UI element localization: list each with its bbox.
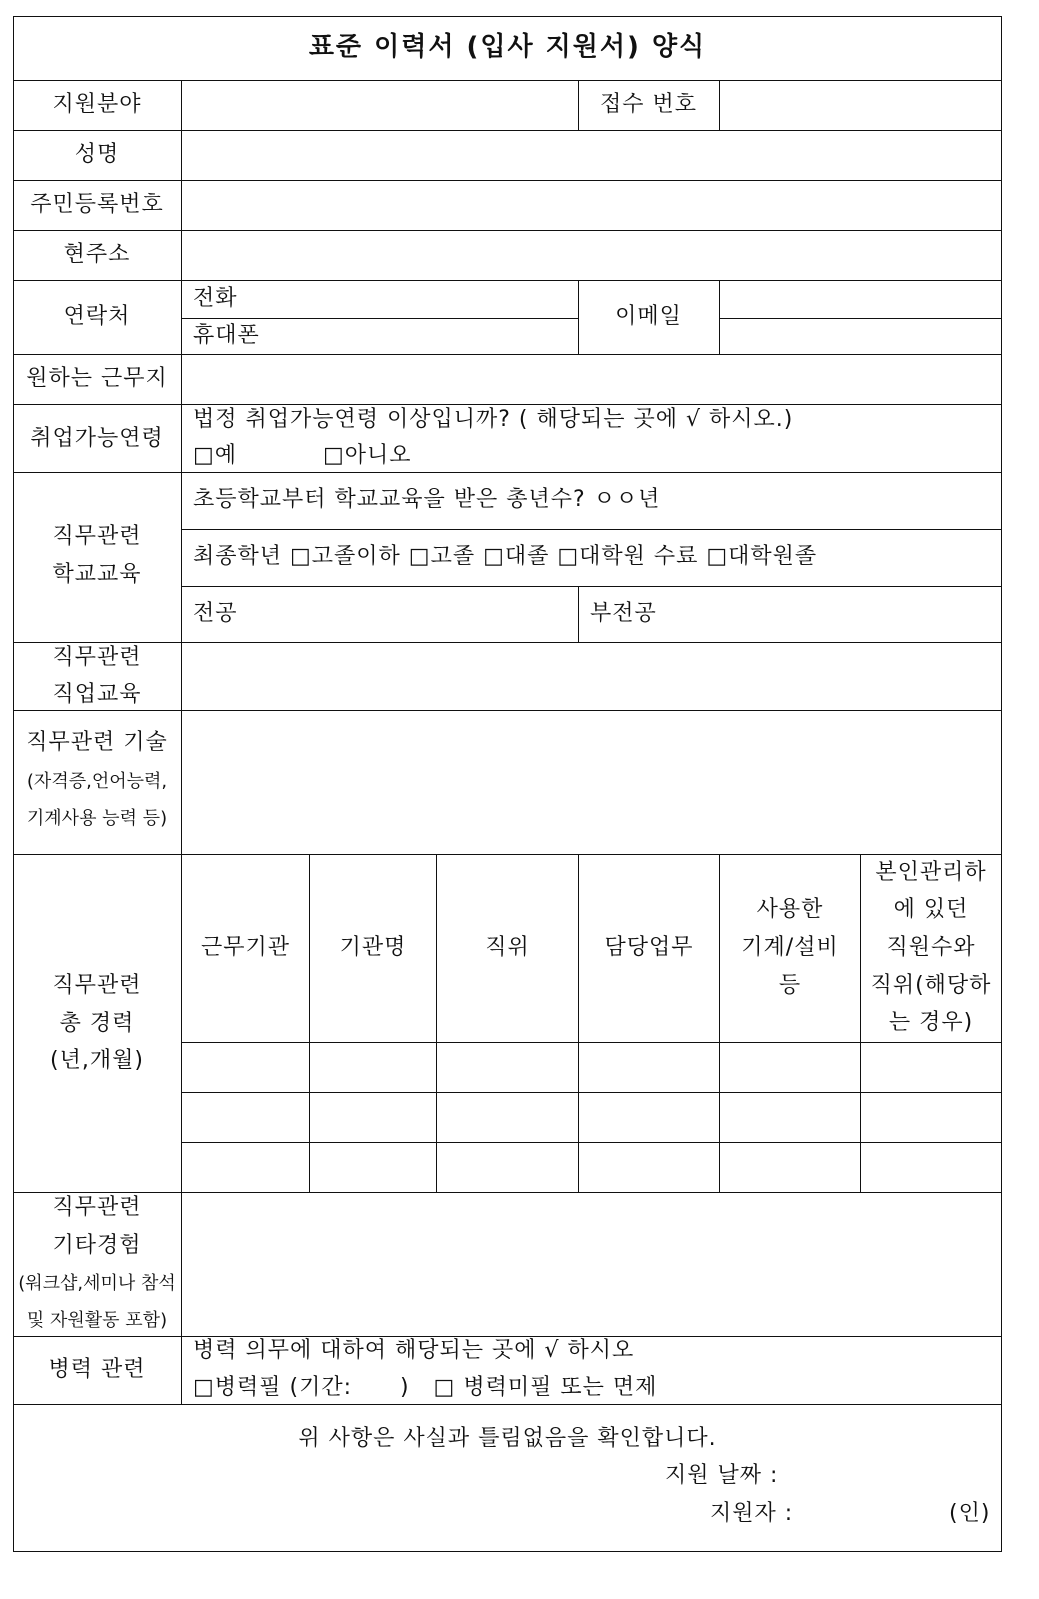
career-header-equipment-1: 사용한: [756, 897, 824, 922]
label-major: 전공: [193, 601, 238, 626]
label-voc-2: 직업교육: [52, 682, 142, 707]
label-name: 성명: [74, 142, 120, 167]
confirmation-statement: 위 사항은 사실과 틀림없음을 확인합니다.: [298, 1426, 717, 1451]
label-field: 지원분야: [52, 92, 142, 117]
minor-input[interactable]: [673, 587, 1001, 642]
row-line: [13, 854, 1002, 855]
career-header-agency-type: 근무기관: [200, 935, 290, 960]
field-input[interactable]: [182, 81, 578, 130]
career-header-staff-2: 에 있던: [893, 897, 969, 922]
label-minor: 부전공: [590, 601, 657, 626]
date-input[interactable]: [793, 1458, 993, 1492]
phone-input[interactable]: [253, 281, 578, 318]
military-options[interactable]: □병력필 (기간: ) □ 병력미필 또는 면제: [193, 1375, 658, 1400]
label-career-3: (년,개월): [50, 1048, 144, 1073]
row-line: [182, 529, 1002, 530]
military-question: 병력 의무에 대하여 해당되는 곳에 √ 하시오: [193, 1338, 635, 1363]
resume-form: [13, 16, 1002, 1552]
label-resident-no: 주민등록번호: [30, 192, 164, 217]
career-header-staff-3: 직원수와: [886, 935, 976, 960]
career-row-1[interactable]: [182, 1043, 1001, 1092]
receipt-no-input[interactable]: [720, 81, 1001, 130]
label-military: 병력 관련: [48, 1357, 146, 1382]
label-email: 이메일: [615, 304, 682, 329]
row-line: [719, 318, 1002, 319]
label-other-1: 직무관련: [52, 1195, 142, 1220]
label-skill-1: 직무관련 기술: [26, 730, 168, 755]
working-age-yes-checkbox[interactable]: □예: [193, 443, 238, 468]
seal-mark: (인): [949, 1501, 991, 1526]
label-voc-1: 직무관련: [52, 645, 142, 670]
name-input[interactable]: [182, 131, 1001, 180]
label-skill-2: (자격증,언어능력,: [26, 771, 168, 792]
career-header-staff-5: 는 경우): [888, 1010, 974, 1035]
career-row-2[interactable]: [182, 1093, 1001, 1142]
label-contact: 연락처: [63, 304, 131, 329]
career-header-equipment-2: 기계/설비: [741, 935, 839, 960]
working-age-no-checkbox[interactable]: □아니오: [323, 443, 412, 468]
label-edu-2: 학교교육: [52, 562, 142, 587]
label-phone: 전화: [193, 286, 238, 311]
career-header-duties: 담당업무: [604, 935, 694, 960]
applicant-input[interactable]: [813, 1496, 943, 1530]
email-input[interactable]: [720, 281, 1001, 318]
label-desired-location: 원하는 근무지: [26, 366, 168, 391]
row-line: [13, 1404, 1002, 1405]
row-line: [13, 472, 1002, 473]
major-input[interactable]: [253, 587, 578, 642]
label-other-2: 기타경험: [52, 1233, 142, 1258]
label-address: 현주소: [63, 242, 131, 267]
label-working-age: 취업가능연령: [30, 426, 164, 451]
label-skill-3: 기계사용 능력 등): [26, 808, 168, 829]
label-career-2: 총 경력: [59, 1011, 135, 1036]
working-age-question: 법정 취업가능연령 이상입니까? ( 해당되는 곳에 √ 하시오.): [193, 407, 794, 432]
career-header-staff-4: 직위(해당하: [870, 973, 992, 998]
address-input[interactable]: [182, 231, 1001, 280]
border-bottom: [13, 1551, 1002, 1552]
career-row-3[interactable]: [182, 1143, 1001, 1192]
label-career-1: 직무관련: [52, 973, 142, 998]
edu-years-question: 초등학교부터 학교교육을 받은 총년수? ㅇㅇ년: [193, 487, 661, 512]
career-header-equipment-3: 등: [778, 973, 802, 998]
mobile-input[interactable]: [273, 319, 578, 354]
form-title: 표준 이력서 (입사 지원서) 양식: [308, 32, 707, 62]
label-other-3: (워크샵,세미나 참석: [18, 1273, 176, 1294]
resident-no-input[interactable]: [182, 181, 1001, 230]
final-education-options[interactable]: 최종학년 □고졸이하 □고졸 □대졸 □대학원 수료 □대학원졸: [193, 544, 818, 569]
label-other-4: 및 자원활동 포함): [26, 1310, 168, 1331]
col-line: [578, 586, 579, 642]
border-top: [13, 16, 1002, 17]
skills-input[interactable]: [182, 711, 1001, 854]
vocational-edu-input[interactable]: [182, 643, 1001, 710]
date-label: 지원 날짜 :: [665, 1463, 779, 1488]
other-experience-input[interactable]: [182, 1193, 1001, 1336]
label-receipt-no: 접수 번호: [599, 92, 697, 117]
career-header-staff-1: 본인관리하: [875, 860, 987, 885]
label-edu-1: 직무관련: [52, 524, 142, 549]
applicant-label: 지원자 :: [710, 1501, 794, 1526]
career-header-position: 직위: [485, 935, 530, 960]
desired-location-input[interactable]: [182, 355, 1001, 404]
label-mobile: 휴대폰: [193, 323, 260, 348]
career-header-agency-name: 기관명: [339, 935, 407, 960]
border-right: [1001, 16, 1002, 1552]
